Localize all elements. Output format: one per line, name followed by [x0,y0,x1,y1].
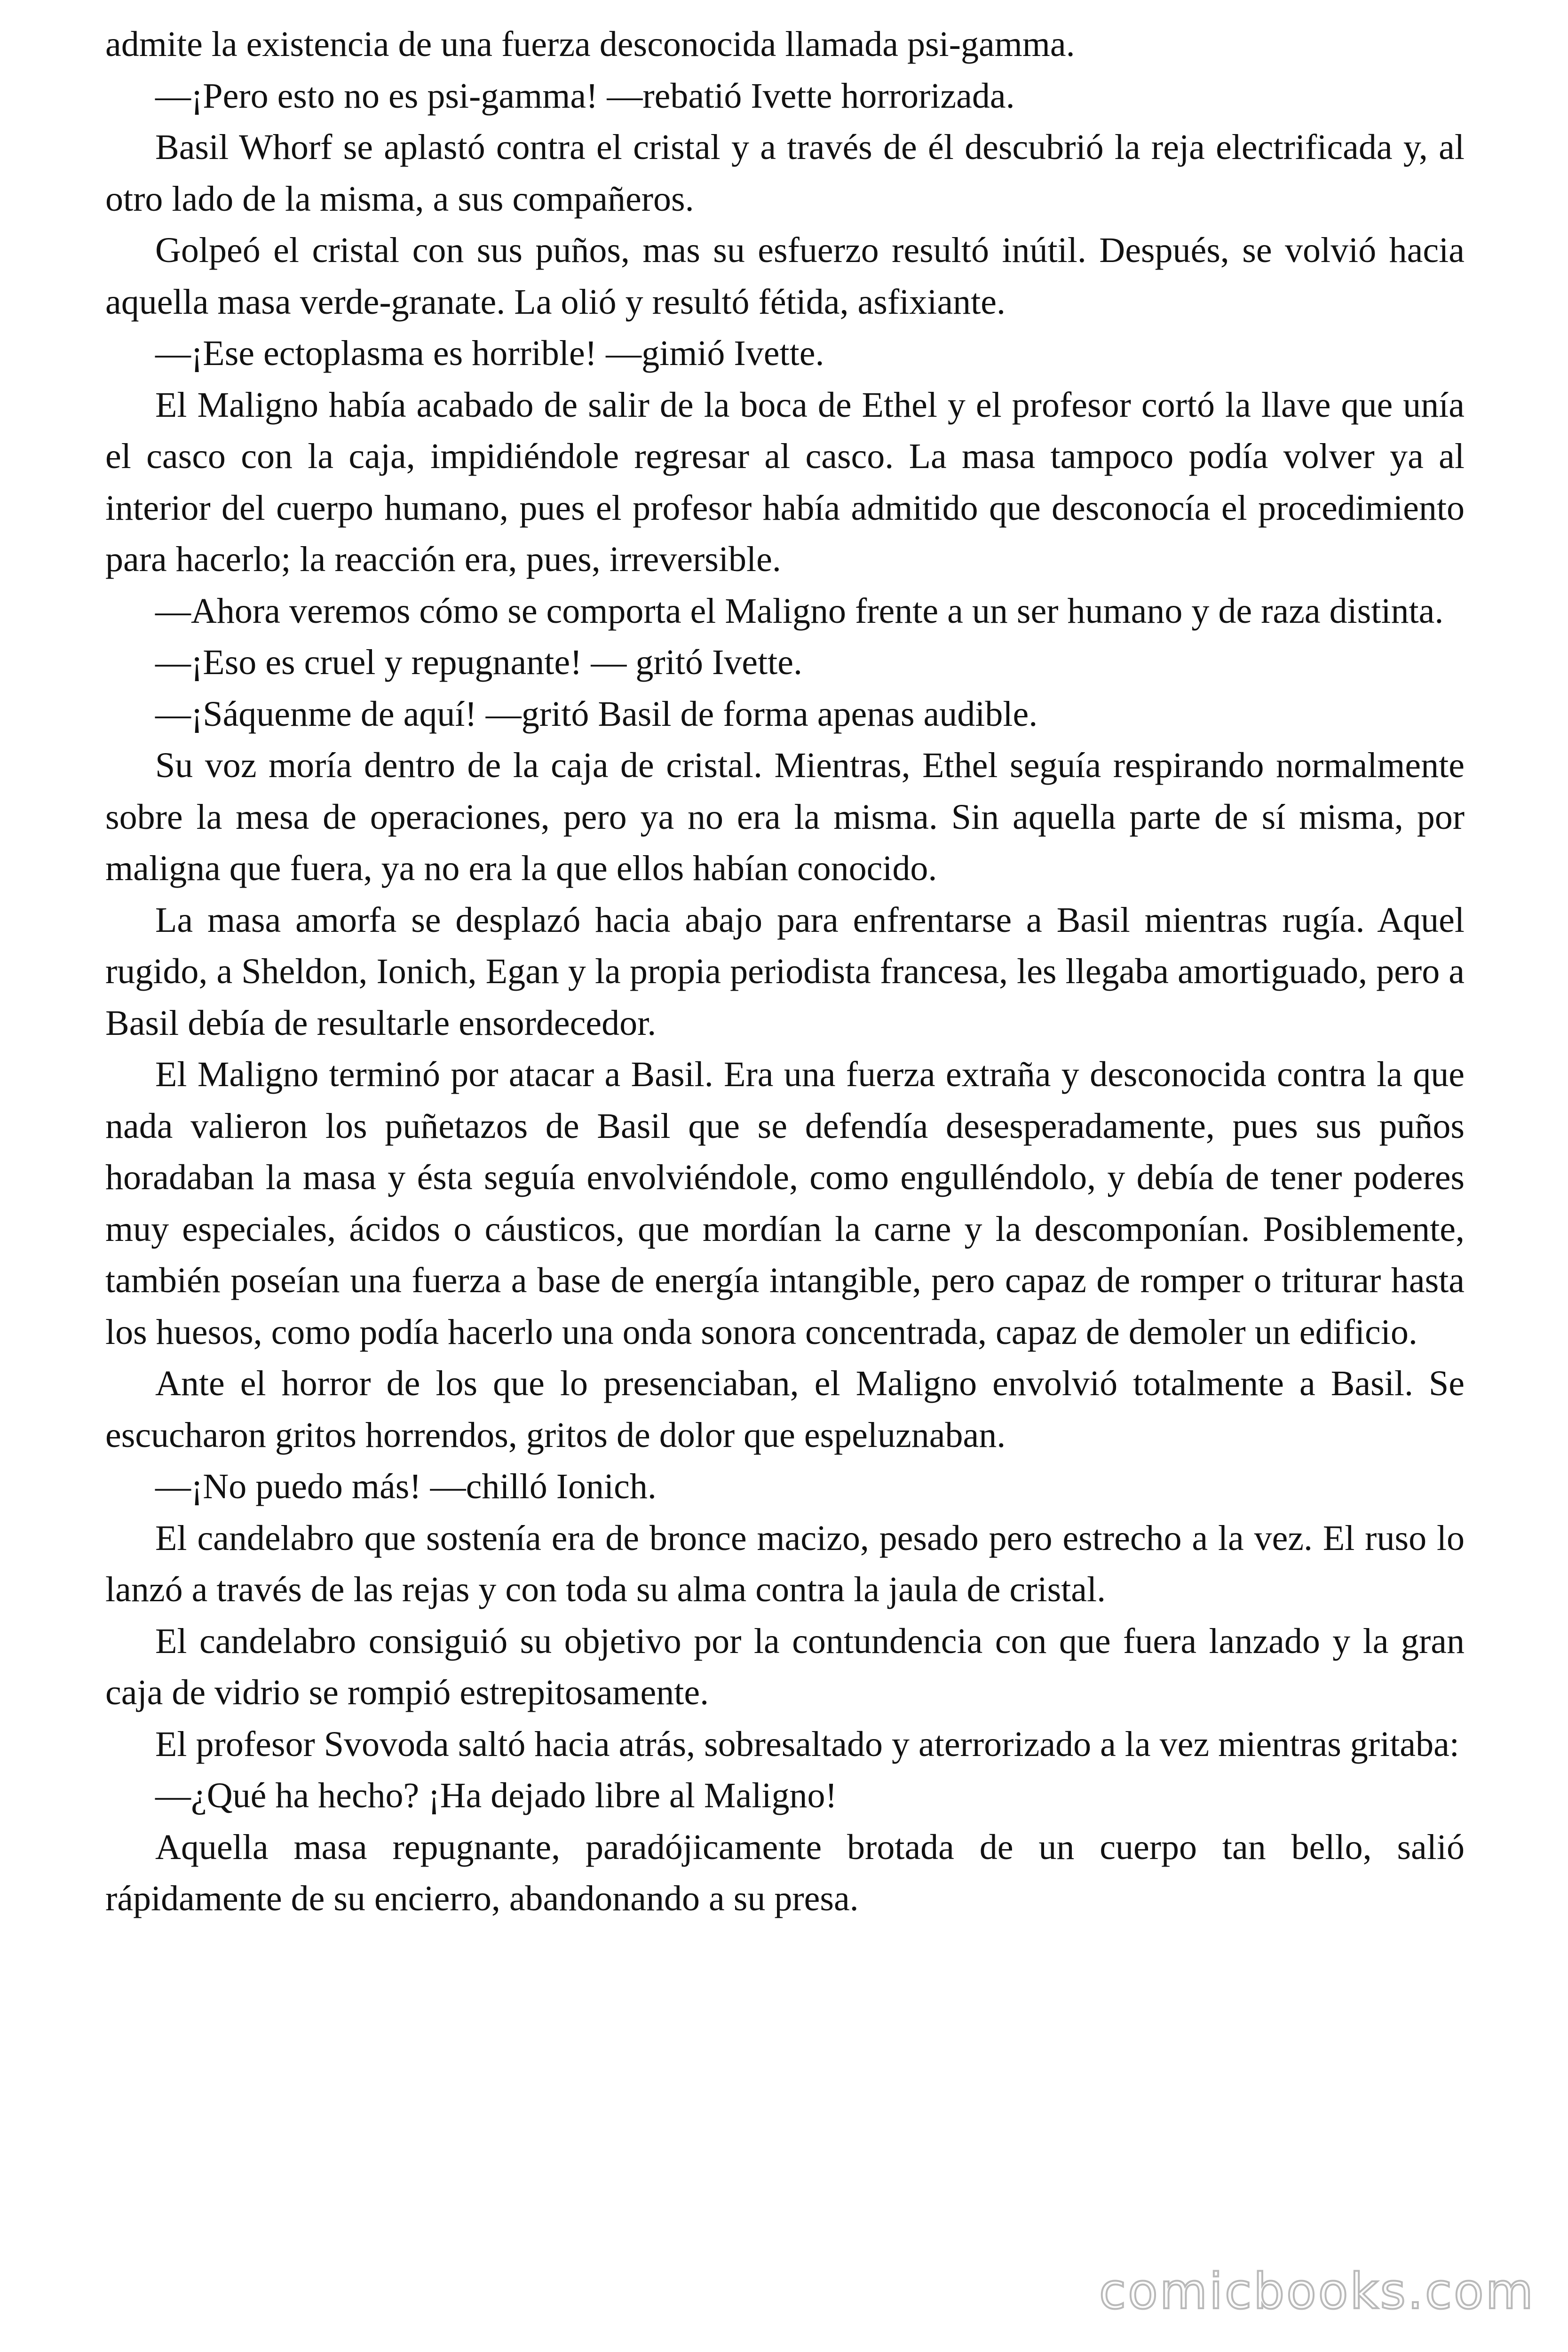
paragraph: —¡No puedo más! —chilló Ionich. [155,1467,657,1506]
paragraph: La masa amorfa se desplazó hacia abajo para enfrentarse a Basil mientras rugía. Aquel rugido, a Sheldon, Ionich, Egan y la propia periodista francesa, les llegaba amortiguado, pero a Basil debía de resultarle ensordecedor. [105,900,1465,1043]
paragraph: El profesor Svovoda saltó hacia atrás, sobresaltado y aterrorizado a la vez mientras gritaba: [155,1724,1459,1764]
paragraph: El candelabro que sostenía era de bronce macizo, pesado pero estrecho a la vez. El ruso lo lanzó a través de las rejas y con toda su alma contra la jaula de cristal. [105,1518,1465,1609]
paragraph: Golpeó el cristal con sus puños, mas su esfuerzo resultó inútil. Después, se volvió hacia aquella masa verde-granate. La olió y resultó fétida, asfixiante. [105,230,1465,322]
paragraph: —Ahora veremos cómo se comporta el Maligno frente a un ser humano y de raza distinta. [155,591,1444,631]
paragraph: Su voz moría dentro de la caja de cristal. Mientras, Ethel seguía respirando normalmente sobre la mesa de operaciones, pero ya no era la misma. Sin aquella parte de sí misma, por maligna que fuera, ya no era la que ellos habían conocido. [105,746,1465,888]
paragraph: Ante el horror de los que lo presenciaban, el Maligno envolvió totalmente a Basil. Se escucharon gritos horrendos, gritos de dolor que espeluznaban. [105,1364,1465,1455]
paragraph: Aquella masa repugnante, paradójicamente brotada de un cuerpo tan bello, salió rápidamente de su encierro, abandonando a su presa. [105,1827,1465,1918]
paragraph-continuation: admite la existencia de una fuerza desconocida llamada psi-gamma. [105,24,1075,64]
body-text [105,19,1465,1925]
paragraph: —¿Qué ha hecho? ¡Ha dejado libre al Maligno! [155,1776,837,1815]
paragraph: El candelabro consiguió su objetivo por la contundencia con que fuera lanzado y la gran caja de vidrio se rompió estrepitosamente. [105,1621,1465,1712]
paragraph: —¡Sáquenme de aquí! —gritó Basil de forma apenas audible. [155,694,1038,734]
paragraph: El Maligno terminó por atacar a Basil. Era una fuerza extraña y desconocida contra la que nada valieron los puñetazos de Basil que se defendía desesperadamente, pues sus puños horadaban la masa y ésta seguía envolviéndole, como engulléndolo, y debía de tener poderes muy especiales, ácidos o cáusticos, que mordían la carne y la descomponían. Posiblemente, también poseían una fuerza a base de energía intangible, pero capaz de romper o triturar hasta los huesos, como podía hacerlo una onda sonora concentrada, capaz de demoler un edificio. [105,1055,1465,1352]
paragraph: —¡Eso es cruel y repugnante! — gritó Ivette. [155,643,802,682]
watermark: comicbooks.com [1099,2263,1535,2320]
paragraph: El Maligno había acabado de salir de la boca de Ethel y el profesor cortó la llave que unía el casco con la caja, impidiéndole regresar al casco. La masa tampoco podía volver ya al interior del cuerpo humano, pues el profesor había admitido que desconocía el procedimiento para hacerlo; la reacción era, pues, irreversible. [105,385,1465,579]
paragraph: —¡Ese ectoplasma es horrible! —gimió Ivette. [155,334,824,373]
paragraph: Basil Whorf se aplastó contra el cristal y a través de él descubrió la reja electrificada y, al otro lado de la misma, a sus compañeros. [105,127,1465,219]
paragraph: —¡Pero esto no es psi-gamma! —rebatió Ivette horrorizada. [155,76,1015,116]
